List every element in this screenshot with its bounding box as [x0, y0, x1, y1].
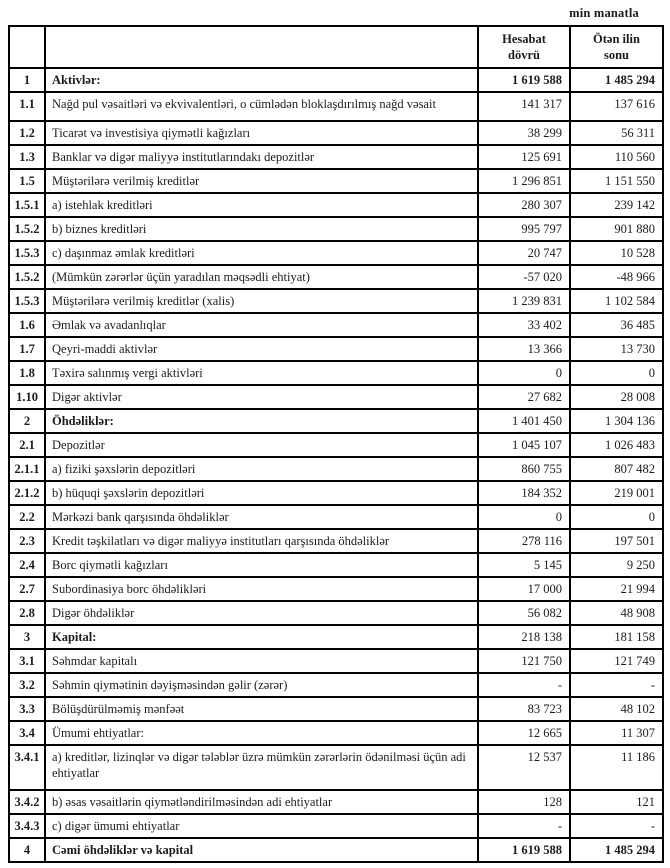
row-value-previous: 11 186 — [570, 745, 663, 790]
row-value-current: 38 299 — [478, 121, 570, 145]
row-label: Əmlak və avadanlıqlar — [45, 313, 478, 337]
row-value-current: 141 317 — [478, 92, 570, 121]
row-value-current: 33 402 — [478, 313, 570, 337]
row-value-previous: 110 560 — [570, 145, 663, 169]
row-value-previous: 1 304 136 — [570, 409, 663, 433]
row-value-previous: 181 158 — [570, 625, 663, 649]
row-value-current: 27 682 — [478, 385, 570, 409]
row-value-previous: 9 250 — [570, 553, 663, 577]
row-number: 1 — [9, 68, 45, 92]
header-cell-row-number-empty — [9, 26, 45, 68]
row-value-previous: 901 880 — [570, 217, 663, 241]
row-number: 3.4 — [9, 721, 45, 745]
row-label: Öhdəliklər: — [45, 409, 478, 433]
table-row — [9, 337, 663, 361]
table-row — [9, 481, 663, 505]
row-value-previous: 0 — [570, 361, 663, 385]
row-label: Borc qiymətli kağızları — [45, 553, 478, 577]
table-row — [9, 92, 663, 121]
row-number: 3.4.2 — [9, 790, 45, 814]
table-row — [9, 721, 663, 745]
row-number: 3 — [9, 625, 45, 649]
row-value-current: 1 296 851 — [478, 169, 570, 193]
row-label: Səhmdar kapitalı — [45, 649, 478, 673]
row-number: 1.5.3 — [9, 241, 45, 265]
row-value-previous: 21 994 — [570, 577, 663, 601]
row-value-previous: 48 908 — [570, 601, 663, 625]
row-number: 2.1 — [9, 433, 45, 457]
row-number: 2.1.2 — [9, 481, 45, 505]
row-label: Ümumi ehtiyatlar: — [45, 721, 478, 745]
row-label: b) əsas vəsaitlərin qiymətləndirilməsindən adi ehtiyatlar — [45, 790, 478, 814]
row-label: Qeyri-maddi aktivlər — [45, 337, 478, 361]
row-value-current: 1 401 450 — [478, 409, 570, 433]
row-value-current: 860 755 — [478, 457, 570, 481]
table-row — [9, 361, 663, 385]
row-number: 1.2 — [9, 121, 45, 145]
row-label: Müştərilərə verilmiş kreditlər (xalis) — [45, 289, 478, 313]
row-label: Aktivlər: — [45, 68, 478, 92]
header-cell-prev-year-end: Ötən ilin sonu — [570, 26, 663, 68]
row-value-current: 5 145 — [478, 553, 570, 577]
row-value-current: 995 797 — [478, 217, 570, 241]
table-row — [9, 217, 663, 241]
row-number: 2.8 — [9, 601, 45, 625]
row-label: Mərkəzi bank qarşısında öhdəliklər — [45, 505, 478, 529]
row-value-current: 1 619 588 — [478, 838, 570, 862]
row-value-current: 121 750 — [478, 649, 570, 673]
row-value-current: 278 116 — [478, 529, 570, 553]
row-value-previous: 10 528 — [570, 241, 663, 265]
table-row — [9, 457, 663, 481]
row-label: Kapital: — [45, 625, 478, 649]
table-row — [9, 409, 663, 433]
row-value-previous: - — [570, 673, 663, 697]
row-label: Nağd pul vəsaitləri və ekvivalentləri, o cümlədən bloklaşdırılmış nağd vəsait — [45, 92, 478, 121]
table-row — [9, 625, 663, 649]
row-value-previous: 121 749 — [570, 649, 663, 673]
table-row — [9, 385, 663, 409]
row-number: 2.1.1 — [9, 457, 45, 481]
row-label: a) fiziki şəxslərin depozitləri — [45, 457, 478, 481]
row-value-previous: - — [570, 814, 663, 838]
row-number: 1.6 — [9, 313, 45, 337]
table-row — [9, 313, 663, 337]
row-value-previous: 1 026 483 — [570, 433, 663, 457]
row-value-previous: 13 730 — [570, 337, 663, 361]
row-value-previous: -48 966 — [570, 265, 663, 289]
row-label: c) daşınmaz əmlak kreditləri — [45, 241, 478, 265]
row-value-current: 125 691 — [478, 145, 570, 169]
table-row — [9, 433, 663, 457]
table-row — [9, 697, 663, 721]
row-label: Bölüşdürülməmiş mənfəət — [45, 697, 478, 721]
row-value-current: 20 747 — [478, 241, 570, 265]
row-label: Ticarət və investisiya qiymətli kağızları — [45, 121, 478, 145]
row-label: Subordinasiya borc öhdəlikləri — [45, 577, 478, 601]
table-row — [9, 68, 663, 92]
row-label: Kredit təşkilatları və digər maliyyə institutları qarşısında öhdəliklər — [45, 529, 478, 553]
row-number: 1.1 — [9, 92, 45, 121]
header-row — [9, 26, 663, 68]
row-value-current: 13 366 — [478, 337, 570, 361]
row-value-current: 128 — [478, 790, 570, 814]
row-number: 1.7 — [9, 337, 45, 361]
row-label: Səhmin qiymətinin dəyişməsindən gəlir (zərər) — [45, 673, 478, 697]
row-label: Təxirə salınmış vergi aktivləri — [45, 361, 478, 385]
row-number: 1.5 — [9, 169, 45, 193]
row-label: a) istehlak kreditləri — [45, 193, 478, 217]
row-label: b) biznes kreditləri — [45, 217, 478, 241]
row-number: 3.4.3 — [9, 814, 45, 838]
row-label: (Mümkün zərərlər üçün yaradılan məqsədli ehtiyat) — [45, 265, 478, 289]
row-value-current: 1 045 107 — [478, 433, 570, 457]
table-row — [9, 553, 663, 577]
table-row — [9, 505, 663, 529]
row-value-current: 184 352 — [478, 481, 570, 505]
row-value-current: 1 619 588 — [478, 68, 570, 92]
row-number: 1.8 — [9, 361, 45, 385]
table-row — [9, 601, 663, 625]
row-value-previous: 121 — [570, 790, 663, 814]
row-value-previous: 219 001 — [570, 481, 663, 505]
row-value-current: 17 000 — [478, 577, 570, 601]
row-label: a) kreditlər, lizinqlər və digər tələblər üzrə mümkün zərərlərin ödənilməsi üçün adi ehtiyatlar — [45, 745, 478, 790]
table-row — [9, 145, 663, 169]
balance-sheet-table — [8, 25, 664, 863]
row-number: 1.5.2 — [9, 217, 45, 241]
row-number: 1.5.1 — [9, 193, 45, 217]
row-value-previous: 1 485 294 — [570, 838, 663, 862]
row-value-previous: 137 616 — [570, 92, 663, 121]
row-number: 1.10 — [9, 385, 45, 409]
table-row — [9, 577, 663, 601]
row-number: 1.3 — [9, 145, 45, 169]
row-value-previous: 197 501 — [570, 529, 663, 553]
row-number: 2.3 — [9, 529, 45, 553]
row-number: 1.5.3 — [9, 289, 45, 313]
row-value-current: 280 307 — [478, 193, 570, 217]
row-number: 4 — [9, 838, 45, 862]
row-value-current: -57 020 — [478, 265, 570, 289]
row-value-previous: 807 482 — [570, 457, 663, 481]
row-value-current: - — [478, 673, 570, 697]
table-row — [9, 790, 663, 814]
table-row — [9, 673, 663, 697]
row-label: Digər öhdəliklər — [45, 601, 478, 625]
row-number: 2 — [9, 409, 45, 433]
row-value-current: 0 — [478, 361, 570, 385]
row-label: Banklar və digər maliyyə institutlarındakı depozitlər — [45, 145, 478, 169]
table-row — [9, 121, 663, 145]
row-value-previous: 0 — [570, 505, 663, 529]
row-number: 2.2 — [9, 505, 45, 529]
row-value-previous: 11 307 — [570, 721, 663, 745]
row-value-previous: 56 311 — [570, 121, 663, 145]
row-label: c) digər ümumi ehtiyatlar — [45, 814, 478, 838]
header-cell-report-period: Hesabat dövrü — [478, 26, 570, 68]
row-value-current: 12 537 — [478, 745, 570, 790]
row-value-previous: 1 485 294 — [570, 68, 663, 92]
table-row — [9, 289, 663, 313]
row-value-current: 1 239 831 — [478, 289, 570, 313]
row-number: 1.5.2 — [9, 265, 45, 289]
table-row — [9, 241, 663, 265]
row-value-previous: 28 008 — [570, 385, 663, 409]
unit-label: min manatla — [569, 6, 639, 20]
table-body — [9, 68, 663, 862]
table-row — [9, 814, 663, 838]
row-value-current: - — [478, 814, 570, 838]
table-row — [9, 649, 663, 673]
row-value-current: 12 665 — [478, 721, 570, 745]
table-row — [9, 838, 663, 862]
row-number: 3.1 — [9, 649, 45, 673]
row-value-previous: 1 102 584 — [570, 289, 663, 313]
row-number: 3.2 — [9, 673, 45, 697]
table-row — [9, 265, 663, 289]
row-value-previous: 239 142 — [570, 193, 663, 217]
row-label: Cəmi öhdəliklər və kapital — [45, 838, 478, 862]
row-number: 2.7 — [9, 577, 45, 601]
row-value-current: 218 138 — [478, 625, 570, 649]
table-row — [9, 745, 663, 790]
row-value-previous: 48 102 — [570, 697, 663, 721]
row-number: 2.4 — [9, 553, 45, 577]
row-number: 3.3 — [9, 697, 45, 721]
row-value-current: 0 — [478, 505, 570, 529]
row-label: b) hüquqi şəxslərin depozitləri — [45, 481, 478, 505]
row-label: Müştərilərə verilmiş kreditlər — [45, 169, 478, 193]
table-row — [9, 529, 663, 553]
row-label: Digər aktivlər — [45, 385, 478, 409]
row-number: 3.4.1 — [9, 745, 45, 790]
row-value-previous: 1 151 550 — [570, 169, 663, 193]
row-label: Depozitlər — [45, 433, 478, 457]
row-value-current: 83 723 — [478, 697, 570, 721]
row-value-current: 56 082 — [478, 601, 570, 625]
table-row — [9, 193, 663, 217]
table-row — [9, 169, 663, 193]
row-value-previous: 36 485 — [570, 313, 663, 337]
header-cell-label-empty — [45, 26, 478, 68]
